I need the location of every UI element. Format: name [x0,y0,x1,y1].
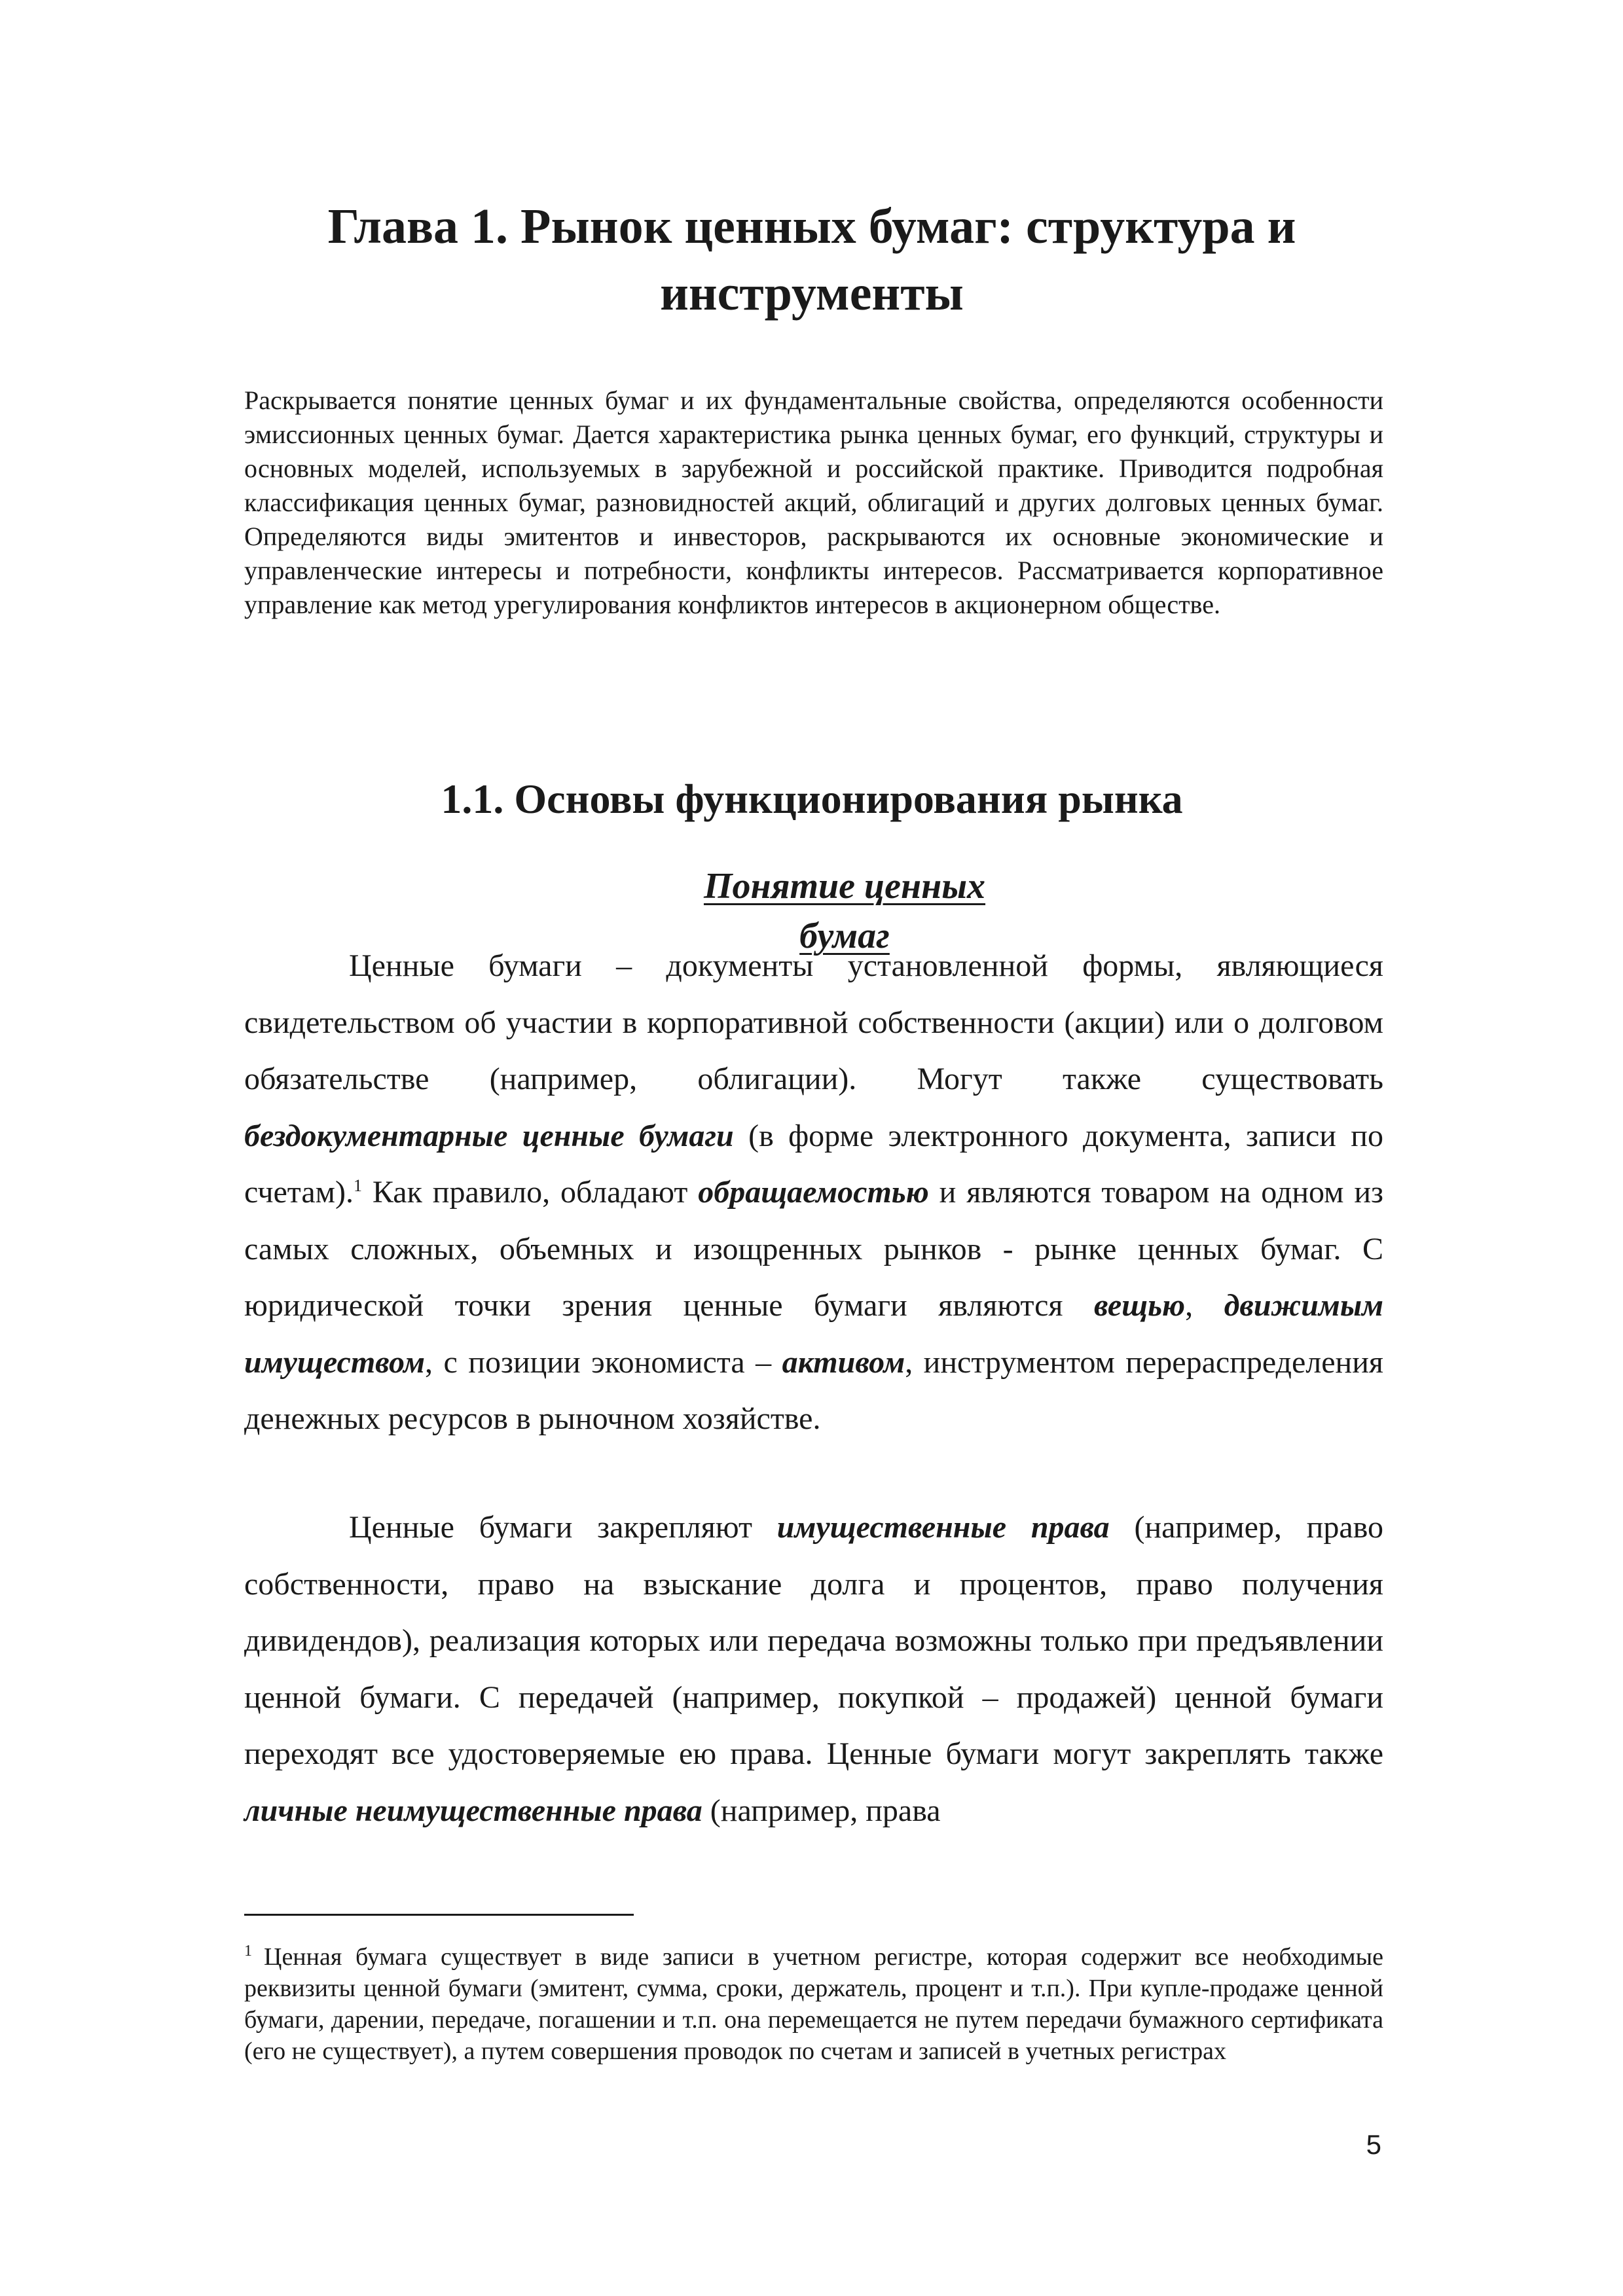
emphasis-term: личные неимущественные права [244,1793,702,1828]
chapter-abstract: Раскрывается понятие ценных бумаг и их фундаментальные свойства, определяются особенности эмиссионных ценных бумаг. Дается характеристика рынка ценных бумаг, его функций, структуры и основных моделей, используемых в зарубежной и российской практике. Приводится подробная классификация ценных бумаг, разновидностей акций, облигаций и других долговых ценных бумаг. Определяются виды эмитентов и инвесторов, раскрываются их основные экономические и управленческие интересы и потребности, конфликты интересов. Рассматривается корпоративное управление как метод урегулирования конфликтов интересов в акционерном обществе. [244,386,1383,619]
chapter-title-line-2: инструменты [660,266,964,321]
chapter-title-line-1: Глава 1. Рынок ценных бумаг: структура и [327,199,1296,254]
footnote-marker: 1 [244,1943,252,1960]
paragraph-text: (в форме электронного документа, записи по счетам). [244,1118,1383,1210]
subsection-title: Понятие ценных бумаг [703,866,986,956]
paragraph-text: Как правило, обладают [362,1175,699,1210]
page-number: 5 [1366,2129,1381,2160]
emphasis-term: вещью [1093,1288,1186,1323]
paragraph-text: (например, право собственности, право на взыскание долга и процентов, право получения дивидендов), реализация которых или передача возможны только при предъявлении ценной бумаги. С передачей (например, покупкой – продажей) ценной бумаги переходят все удостоверяемые ею права. Ценные бумаги могут закреплять также [244,1510,1383,1771]
footnote-reference[interactable]: 1 [354,1176,363,1195]
paragraph-securities-definition [244,938,1383,1448]
paragraph-text: Ценные бумаги – документы установленной формы, являющиеся свидетельством об участии в корпоративной собственности (акции) или о долговом обязательстве (например, облигации). Могут также существовать [244,948,1383,1096]
paragraph-property-rights [244,1499,1383,1839]
paragraph-text: Ценные бумаги закрепляют [349,1510,777,1545]
emphasis-term: обращаемостью [698,1175,929,1210]
emphasis-term: бездокументарные ценные бумаги [244,1118,734,1153]
footnote-text: Ценная бумага существует в виде записи в учетном регистре, которая содержит все необходимые реквизиты ценной бумаги (эмитент, сумма, сроки, держатель, процент и т.п.). При купле-продаже ценной бумаги, дарении, передаче, погашении и т.п. она перемещается не путем передачи бумажного сертификата (его не существует), а путем совершения проводок по счетам и записей в учетных регистрах [244,1943,1383,2065]
paragraph-text: (например, права [702,1793,941,1828]
footnote [244,1941,1383,2067]
paragraph-text: и являются товаром на одном из самых сложных, объемных и изощренных рынков - рынке ценных бумаг. С юридической точки зрения ценные бумаги являются [244,1175,1383,1323]
section-title: 1.1. Основы функционирования рынка [441,776,1183,822]
paragraph-text: , [1185,1288,1224,1323]
chapter-title [249,193,1375,327]
emphasis-term: активом [782,1344,905,1380]
footnote-separator [244,1914,634,1916]
emphasis-term: имущественные права [776,1510,1110,1545]
paragraph-text: , с позиции экономиста – [425,1344,782,1380]
paragraph-text: , инструментом перераспределения денежных ресурсов в рыночном хозяйстве. [244,1344,1383,1436]
emphasis-term: движимым имуществом [244,1288,1383,1380]
